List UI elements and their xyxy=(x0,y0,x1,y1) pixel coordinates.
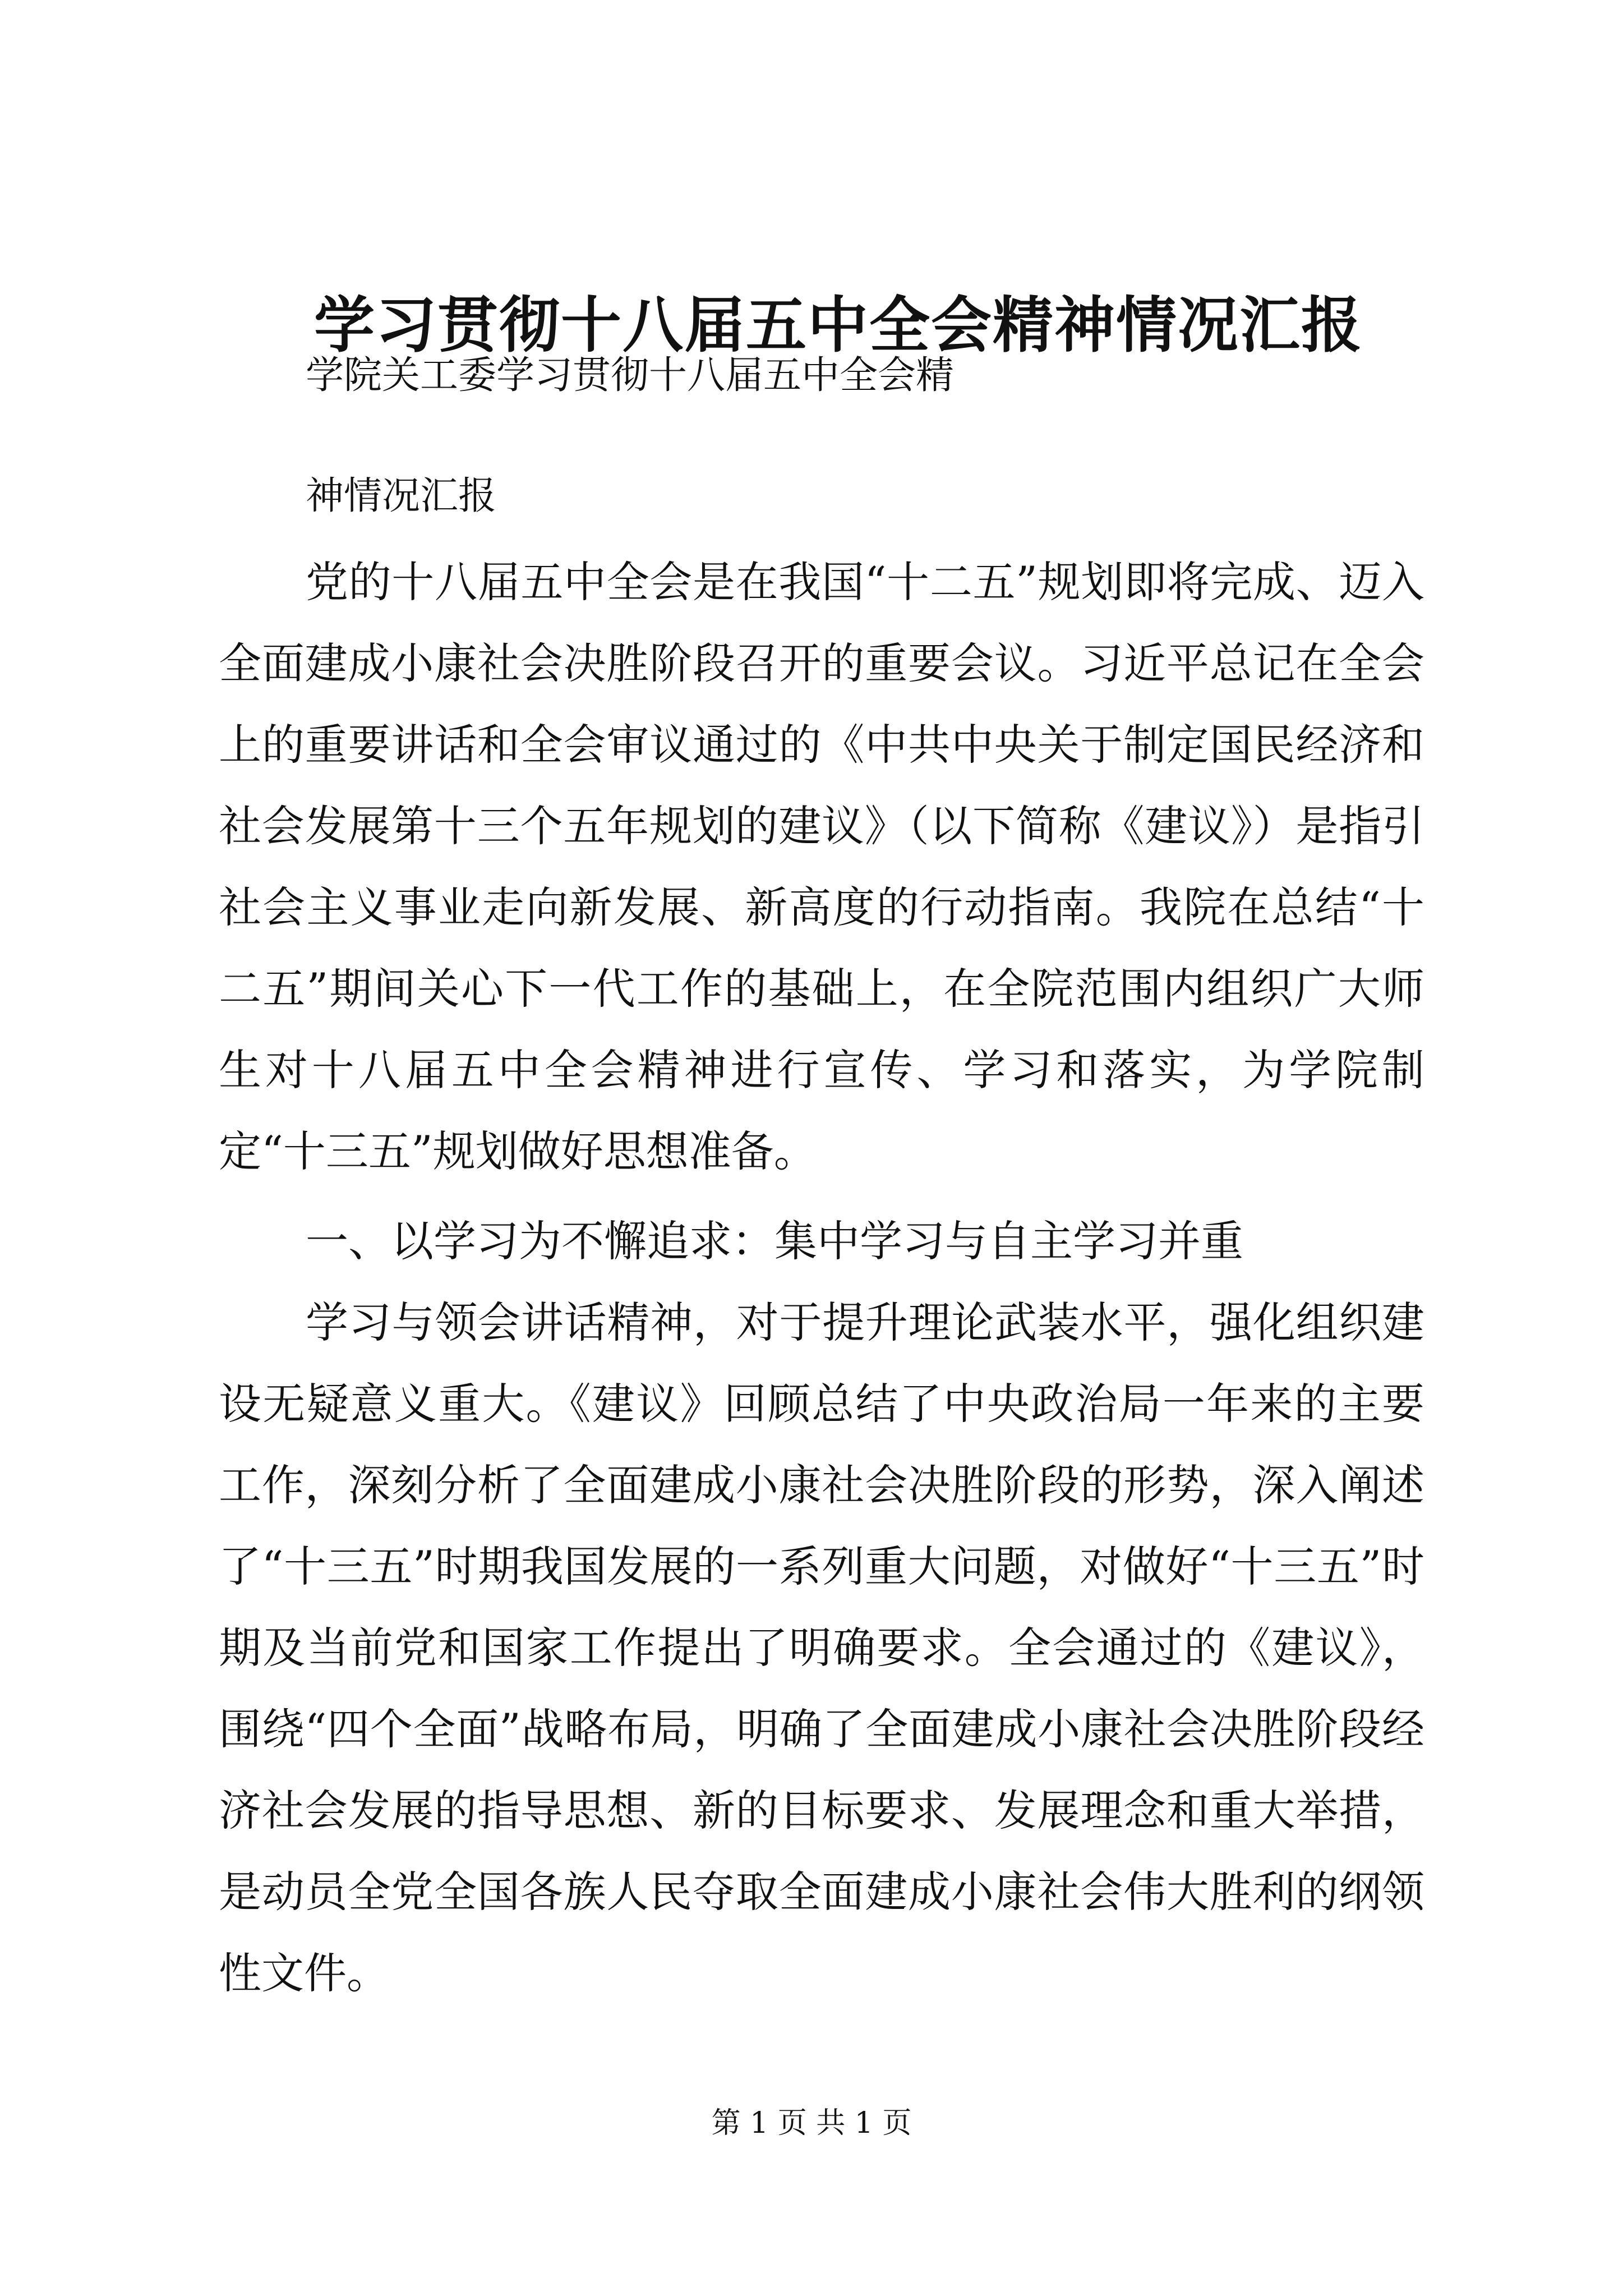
document-title: 学习贯彻十八届五中全会精神情况汇报 xyxy=(314,290,1363,361)
document-subtitle-line-2: 神情况汇报 xyxy=(306,474,497,518)
paragraph-section-1: 学习与领会讲话精神，对于提升理论武装水平，强化组织建设无疑意义重大。《建议》回顾总结了中央政治局一年来的主要工作，深刻分析了全面建成小康社会决胜阶段的形势，深入阐述了“十三五”时期我国发展的一系列重大问题，对做好“十三五”时期及当前党和国家工作提出了明确要求。全会通过的《建议》，围绕“四个全面”战略布局，明确了全面建成小康社会决胜阶段经济社会发展的指导思想、新的目标要求、发展理念和重大举措，是动员全党全国各族人民夺取全面建成小康社会伟大胜利的纲领性文件。 xyxy=(219,1297,1424,1998)
page-footer: 第 1 页 共 1 页 xyxy=(711,2106,912,2140)
section-heading-1: 一、以学习为不懈追求：集中学习与自主学习并重 xyxy=(306,1216,1243,1266)
document-subtitle-line-1: 学院关工委学习贯彻十八届五中全会精 xyxy=(306,353,955,398)
paragraph-intro: 党的十八届五中全会是在我国“十二五”规划即将完成、迈入全面建成小康社会决胜阶段召开的重要会议。习近平总记在全会上的重要讲话和全会审议通过的《中共中央关于制定国民经济和社会发展第十三个五年规划的建议》（以下简称《建议》）是指引社会主义事业走向新发展、新高度的行动指南。我院在总结“十二五”期间关心下一代工作的基础上，在全院范围内组织广大师生对十八届五中全会精神进行宣传、学习和落实，为学院制定“十三五”规划做好思想准备。 xyxy=(219,557,1424,1176)
